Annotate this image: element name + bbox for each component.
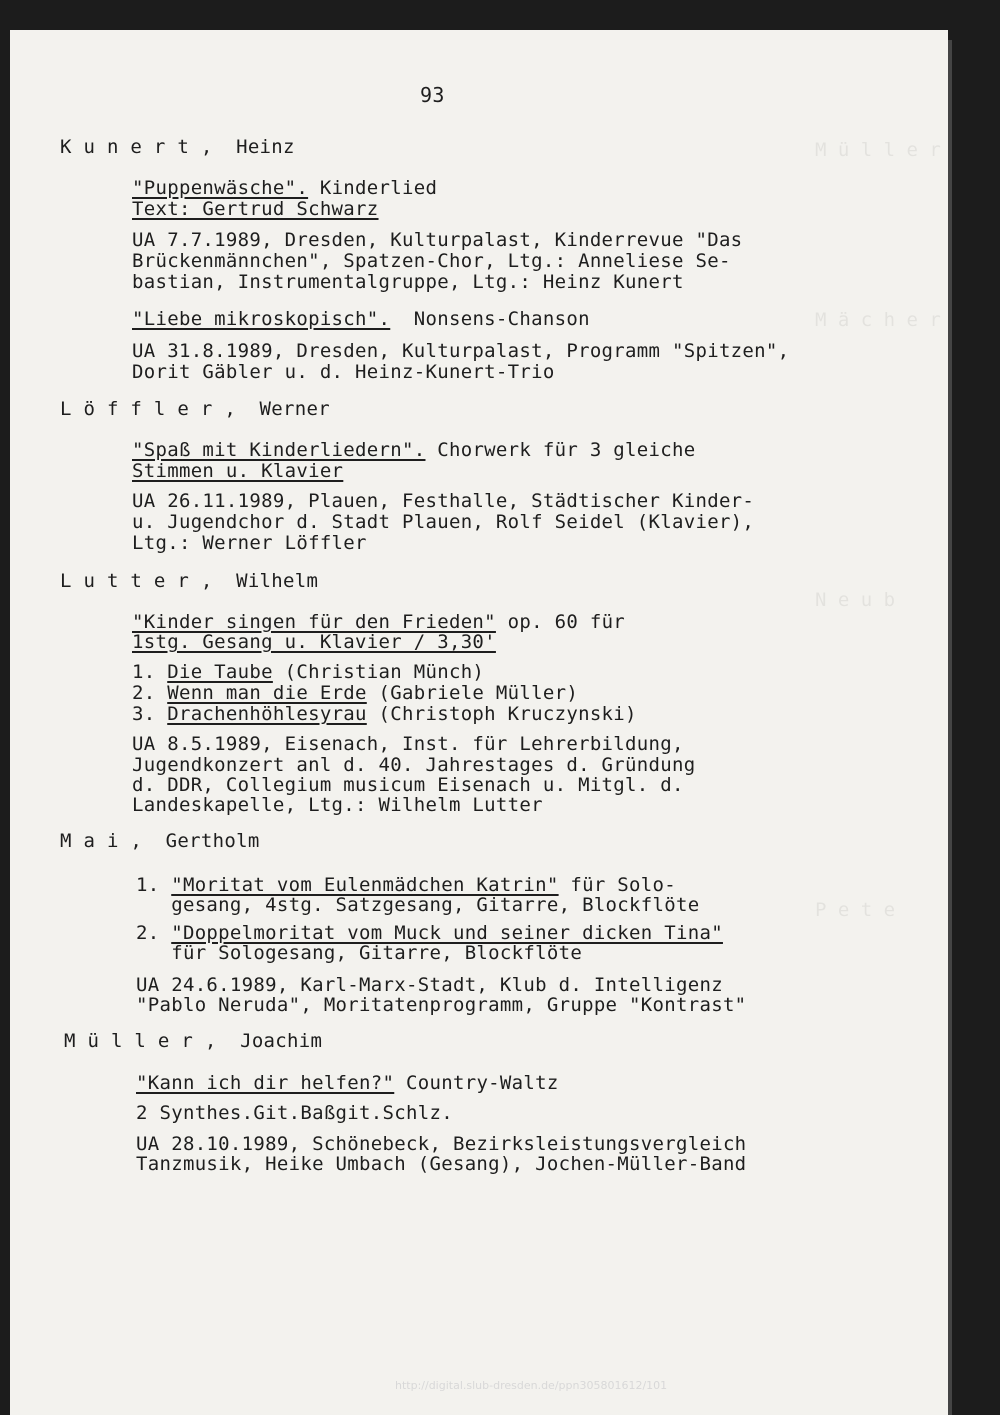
work-title: "Liebe mikroskopisch". <box>132 308 391 330</box>
premiere-line: UA 28.10.1989, Schönebeck, Bezirksleistungsvergleich <box>136 1133 747 1155</box>
work-title: "Spaß mit Kinderliedern". <box>132 439 426 461</box>
document-page <box>10 30 948 1415</box>
work-description-line: Stimmen u. Klavier <box>132 460 344 482</box>
premiere-line: UA 31.8.1989, Dresden, Kulturpalast, Programm "Spitzen", <box>132 340 790 362</box>
song-title: Wenn man die Erde <box>167 682 367 704</box>
work-description: für Solo- <box>558 874 676 896</box>
work-title-line <box>132 440 695 461</box>
work-description: Nonsens-Chanson <box>390 308 590 330</box>
work-title-line <box>136 923 723 944</box>
bleed-through-text: P e t e <box>815 899 896 921</box>
source-url: http://digital.slub-dresden.de/ppn305801612/101 <box>395 1379 668 1392</box>
work-title-line <box>132 178 437 199</box>
song-author: (Christian Münch) <box>272 661 485 683</box>
premiere-line: Tanzmusik, Heike Umbach (Gesang), Jochen-Müller-Band <box>136 1153 747 1175</box>
page-number: 93 <box>420 83 445 107</box>
work-title: "Doppelmoritat vom Muck und seiner dicken Tina" <box>171 922 723 944</box>
song-title: Die Taube <box>167 661 273 683</box>
song-author: (Christoph Kruczynski) <box>366 703 637 725</box>
composer-name-loeffler: L ö f f l e r , Werner <box>60 398 330 420</box>
song-item <box>132 683 578 704</box>
premiere-line: u. Jugendchor d. Stadt Plauen, Rolf Seidel (Klavier), <box>132 511 755 533</box>
work-title: "Puppenwäsche". <box>132 177 309 199</box>
work-title-line <box>136 1073 559 1094</box>
work-title-line <box>132 309 590 330</box>
premiere-line: bastian, Instrumentalgruppe, Ltg.: Heinz Kunert <box>132 271 684 293</box>
song-title: Drachenhöhlesyrau <box>167 703 367 725</box>
work-title: "Kinder singen für den Frieden" <box>132 611 496 633</box>
lyricist-line: Text: Gertrud Schwarz <box>132 198 379 220</box>
work-description: Chorwerk für 3 gleiche <box>425 439 696 461</box>
premiere-line: "Pablo Neruda", Moritatenprogramm, Gruppe "Kontrast" <box>136 994 747 1016</box>
work-description: Kinderlied <box>308 177 438 199</box>
song-item <box>132 704 637 725</box>
song-number: 2. <box>132 682 168 704</box>
page-edge <box>948 40 952 1415</box>
premiere-line: d. DDR, Collegium musicum Eisenach u. Mitgl. d. <box>132 774 684 796</box>
work-title: "Moritat vom Eulenmädchen Katrin" <box>171 874 559 896</box>
premiere-line: UA 24.6.1989, Karl-Marx-Stadt, Klub d. Intelligenz <box>136 974 723 996</box>
composer-name-mueller: M ü l l e r , Joachim <box>64 1030 323 1052</box>
bleed-through-text: N e u b <box>815 589 896 611</box>
work-number: 2. <box>136 922 172 944</box>
song-item <box>132 662 484 683</box>
song-number: 1. <box>132 661 168 683</box>
work-title-line <box>132 612 625 633</box>
premiere-line: Jugendkonzert anl d. 40. Jahrestages d. Gründung <box>132 754 696 776</box>
work-number: 1. <box>136 874 172 896</box>
instrumentation-line: 2 Synthes.Git.Baßgit.Schlz. <box>136 1102 453 1124</box>
work-title: "Kann ich dir helfen?" <box>136 1072 395 1094</box>
premiere-line: UA 8.5.1989, Eisenach, Inst. für Lehrerbildung, <box>132 733 684 755</box>
premiere-line: Landeskapelle, Ltg.: Wilhelm Lutter <box>132 794 543 816</box>
work-description-line: 1stg. Gesang u. Klavier / 3,30' <box>132 631 496 653</box>
composer-name-lutter: L u t t e r , Wilhelm <box>60 570 319 592</box>
work-description: Country-Waltz <box>394 1072 559 1094</box>
song-number: 3. <box>132 703 168 725</box>
composer-name-mai: M a i , Gertholm <box>60 830 260 852</box>
work-description-line: für Sologesang, Gitarre, Blockflöte <box>136 942 583 964</box>
work-title-line <box>136 875 676 896</box>
work-description-line: gesang, 4stg. Satzgesang, Gitarre, Blockflöte <box>136 894 700 916</box>
premiere-line: UA 26.11.1989, Plauen, Festhalle, Städtischer Kinder- <box>132 490 755 512</box>
bleed-through-text: M ü l l e r <box>815 139 941 161</box>
bleed-through-text: M ä c h e r <box>815 309 941 331</box>
composer-name-kunert: K u n e r t , Heinz <box>60 136 295 158</box>
premiere-line: Ltg.: Werner Löffler <box>132 532 367 554</box>
premiere-line: Dorit Gäbler u. d. Heinz-Kunert-Trio <box>132 361 555 383</box>
premiere-line: Brückenmännchen", Spatzen-Chor, Ltg.: Anneliese Se- <box>132 250 731 272</box>
song-author: (Gabriele Müller) <box>366 682 579 704</box>
work-description: op. 60 für <box>495 611 626 633</box>
premiere-line: UA 7.7.1989, Dresden, Kulturpalast, Kinderrevue "Das <box>132 229 743 251</box>
